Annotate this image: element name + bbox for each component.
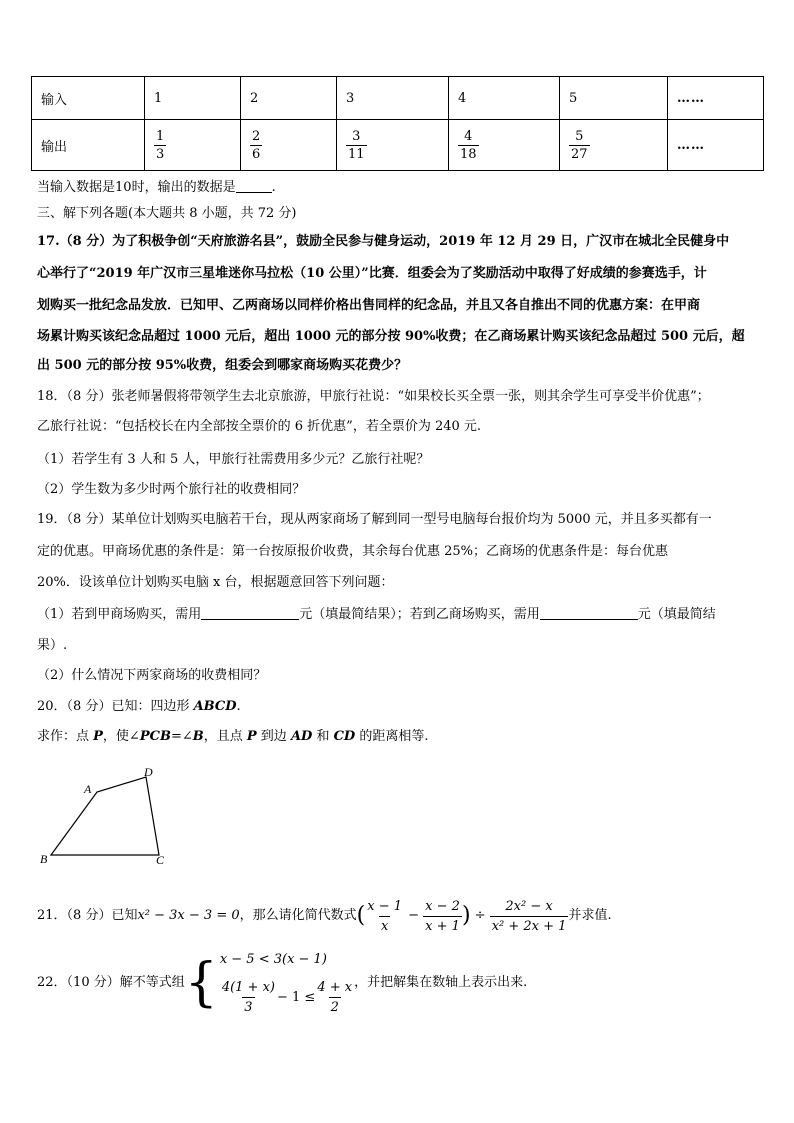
table-row-input xyxy=(32,77,764,120)
quadrilateral-abcd xyxy=(51,777,159,855)
row-label-output: 输出 xyxy=(32,120,145,171)
table-cell-ellipsis: …… xyxy=(668,77,764,120)
q19-line: 20%．设该单位计划购买电脑 x 台，根据题意回答下列问题： xyxy=(37,575,394,590)
table-cell xyxy=(337,120,449,171)
table-cell: 3 xyxy=(337,77,449,120)
quadrilateral-figure xyxy=(34,760,174,870)
fraction: $\frac{5}{27}$ xyxy=(571,129,588,162)
q17-line: 划购买一批纪念品发放．已知甲、乙两商场以同样价格出售同样的纪念品，并且又各自推出不同的优惠方案：在甲商 xyxy=(37,298,701,313)
q17-line: 17.（8 分）为了积极争创“天府旅游名县”，鼓励全民参与健身运动，2019 年 12 月 29 日，广汉市在城北全民健身中 xyxy=(37,234,730,249)
q18-line: （1）若学生有 3 人和 5 人，甲旅行社需费用多少元？乙旅行社呢？ xyxy=(37,452,430,467)
q19-line: （2）什么情况下两家商场的收费相同？ xyxy=(37,668,267,683)
q20-line: 20．（8 分）已知：四边形 ABCD. xyxy=(37,699,241,714)
q17-line: 心举行了“2019 年广汉市三星堆迷你马拉松（10 公里）”比赛．组委会为了奖励活动中取得了好成绩的参赛选手，计 xyxy=(37,266,707,281)
fraction: $\frac{x - 2}{x + 1}$ xyxy=(425,898,460,934)
vertex-label-a: A xyxy=(84,782,92,796)
fraction: $\frac{x - 1}{x}$ xyxy=(367,898,402,934)
table-cell xyxy=(449,120,560,171)
fraction: $\frac{4(1 + x)}{3}$ xyxy=(221,980,275,1015)
q18-line: （2）学生数为多少时两个旅行社的收费相同？ xyxy=(37,482,306,497)
fraction: $\frac{1}{3}$ xyxy=(156,129,165,162)
q17-line: 出 500 元的部分按 95%收费，组委会到哪家商场购买花费少？ xyxy=(37,358,408,373)
vertex-label-c: C xyxy=(156,853,165,867)
fraction: $\frac{2}{6}$ xyxy=(252,129,261,162)
q18-line: 乙旅行社说：“包括校长在内全部按全票价的 6 折优惠”，若全票价为 240 元. xyxy=(37,419,482,434)
table-cell: 5 xyxy=(560,77,668,120)
answer-blank[interactable] xyxy=(201,606,299,620)
inequality-system: x − 5 < 3(x − 1) $\frac{4(1 + x)}{3}$ − 1 ≤ $\frac{4 + x}{2}$ xyxy=(219,952,353,1015)
q21-line: 21．（8 分）已知 x² − 3x − 3 = 0 ，那么请化简代数式 ( $\frac{x - 1}{x}$ − $\frac{x - 2}{x + 1}$ ) ÷ $\frac{\text{2x² − x}}{\text{x² + 2x + 1}}$ 并求值. xyxy=(37,898,612,934)
table-cell: 1 xyxy=(145,77,241,120)
fraction: $\frac{4 + x}{2}$ xyxy=(317,980,353,1015)
table-cell xyxy=(145,120,241,171)
table-cell-ellipsis: …… xyxy=(668,120,764,171)
answer-blank[interactable] xyxy=(540,606,638,620)
section-heading: 三、解下列各题(本大题共 8 小题，共 72 分) xyxy=(37,206,297,221)
q19-line: 果）. xyxy=(37,638,68,653)
table-cell: 2 xyxy=(241,77,337,120)
q20-line: 求作：点 P，使∠PCB=∠B，且点 P 到边 AD 和 CD 的距离相等. xyxy=(37,729,429,744)
q19-line: 19．（8 分）某单位计划购买电脑若干台，现从两家商场了解到同一型号电脑每台报价均为 5000 元，并且多买都有一 xyxy=(37,512,712,527)
q22-line: 22．（10 分）解不等式组 { x − 5 < 3(x − 1) $\frac{4(1 + x)}{3}$ − 1 ≤ $\frac{4 + x}{2}$ ，并把解集在数轴上表示出来. xyxy=(37,952,528,1015)
answer-blank[interactable] xyxy=(236,179,272,193)
table-cell xyxy=(560,120,668,171)
table-question-line: 当输入数据是10时，输出的数据是 . xyxy=(37,180,276,195)
vertex-label-d: D xyxy=(144,765,153,779)
q18-line: 18．（8 分）张老师暑假将带领学生去北京旅游，甲旅行社说：“如果校长买全票一张，则其余学生可享受半价优惠”； xyxy=(37,389,710,404)
input-output-table xyxy=(31,76,764,171)
brace-symbol: { xyxy=(184,953,218,1013)
vertex-label-b: B xyxy=(40,852,48,866)
q19-line: 定的优惠。甲商场优惠的条件是：第一台按原报价收费，其余每台优惠 25%；乙商场的优惠条件是：每台优惠 xyxy=(37,544,669,559)
table-row-output xyxy=(32,120,764,171)
table-cell: 4 xyxy=(449,77,560,120)
q19-line: （1）若到甲商场购买，需用 元（填最简结果）；若到乙商场购买，需用 元（填最简结 xyxy=(37,607,716,622)
fraction: $\frac{3}{11}$ xyxy=(348,129,365,162)
row-label-input: 输入 xyxy=(32,77,145,120)
fraction: $\frac{4}{18}$ xyxy=(460,129,477,162)
table-cell xyxy=(241,120,337,171)
fraction: $\frac{\text{2x² − x}}{\text{x² + 2x + 1}}$ xyxy=(491,898,567,934)
q17-line: 场累计购买该纪念品超过 1000 元后，超出 1000 元的部分按 90%收费；在乙商场累计购买该纪念品超过 500 元后，超 xyxy=(37,329,745,344)
